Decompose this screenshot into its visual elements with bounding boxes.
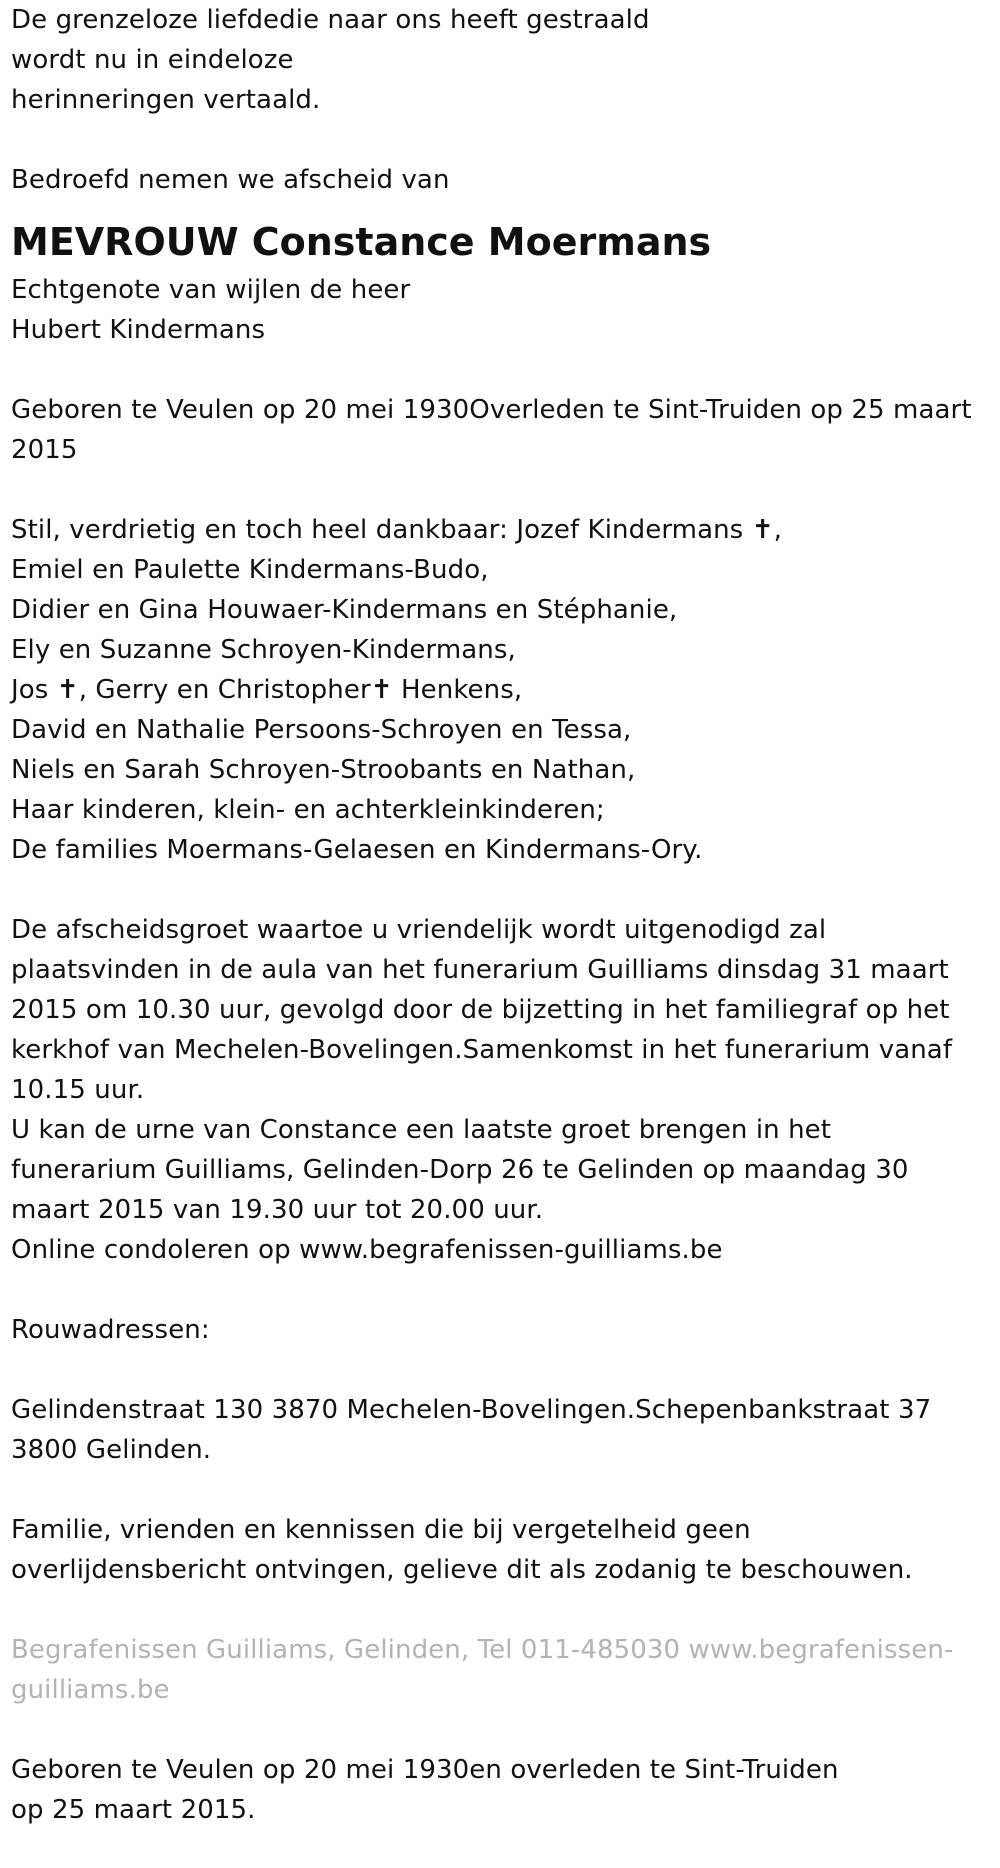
birth-death-line: Geboren te Veulen op 20 mei 1930Overleden te Sint-Truiden op 25 maart bbox=[11, 395, 972, 425]
ceremony-line: De afscheidsgroet waartoe u vriendelijk wordt uitgenodigd zal bbox=[11, 915, 827, 945]
closing-line: Geboren te Veulen op 20 mei 1930en overleden te Sint-Truiden bbox=[11, 1755, 839, 1785]
ceremony-line: 2015 om 10.30 uur, gevolgd door de bijzetting in het familiegraf op het bbox=[11, 995, 950, 1025]
birth-death-line: 2015 bbox=[11, 435, 78, 465]
address-line: 3800 Gelinden. bbox=[11, 1435, 212, 1465]
poem bbox=[11, 0, 996, 120]
family-line-text: Jos bbox=[11, 675, 57, 705]
ceremony-info bbox=[11, 910, 996, 1270]
ceremony-line: kerkhof van Mechelen-Bovelingen.Samenkomst in het funerarium vanaf bbox=[11, 1035, 953, 1065]
spouse-line: Hubert Kindermans bbox=[11, 315, 266, 345]
spacer bbox=[11, 1350, 996, 1390]
spacer bbox=[11, 870, 996, 910]
closing-line: op 25 maart 2015. bbox=[11, 1795, 256, 1825]
spacer bbox=[11, 120, 996, 160]
family-line: Didier en Gina Houwaer-Kindermans en Stéphanie, bbox=[11, 595, 678, 625]
spacer bbox=[11, 350, 996, 390]
family-line: De families Moermans-Gelaesen en Kindermans-Ory. bbox=[11, 835, 703, 865]
notice-line: overlijdensbericht ontvingen, gelieve dit als zodanig te beschouwen. bbox=[11, 1555, 913, 1585]
notice-line: Familie, vrienden en kennissen die bij vergetelheid geen bbox=[11, 1515, 751, 1545]
cross-icon: ✝ bbox=[370, 675, 393, 705]
family-line-suffix: , bbox=[773, 515, 782, 545]
ceremony-line: plaatsvinden in de aula van het funerarium Guilliams dinsdag 31 maart bbox=[11, 955, 949, 985]
funeral-home-line: guilliams.be bbox=[11, 1675, 170, 1705]
spacer bbox=[11, 1710, 996, 1750]
deceased-name: MEVROUW Constance Moermans bbox=[11, 220, 712, 264]
cross-icon: ✝ bbox=[751, 515, 774, 545]
family-line bbox=[11, 670, 996, 710]
spacer bbox=[11, 470, 996, 510]
family-line: Ely en Suzanne Schroyen-Kindermans, bbox=[11, 635, 516, 665]
spacer bbox=[11, 1270, 996, 1310]
funeral-home-info bbox=[11, 1630, 996, 1710]
intro-text: Bedroefd nemen we afscheid van bbox=[11, 165, 450, 195]
spouse-info bbox=[11, 270, 996, 350]
family-line-text: Stil, verdrietig en toch heel dankbaar: Jozef Kindermans bbox=[11, 515, 752, 545]
family-line: David en Nathalie Persoons-Schroyen en Tessa, bbox=[11, 715, 632, 745]
poem-line: herinneringen vertaald. bbox=[11, 85, 321, 115]
address-line: Gelindenstraat 130 3870 Mechelen-Bovelingen.Schepenbankstraat 37 bbox=[11, 1395, 932, 1425]
obituary-page bbox=[11, 0, 996, 1830]
family-line: Emiel en Paulette Kindermans-Budo, bbox=[11, 555, 489, 585]
family-list bbox=[11, 510, 996, 870]
ceremony-line: funerarium Guilliams, Gelinden-Dorp 26 te Gelinden op maandag 30 bbox=[11, 1155, 909, 1185]
ceremony-line: maart 2015 van 19.30 uur tot 20.00 uur. bbox=[11, 1195, 544, 1225]
poem-line: De grenzeloze liefdedie naar ons heeft gestraald bbox=[11, 5, 650, 35]
poem-line: wordt nu in eindeloze bbox=[11, 45, 294, 75]
spouse-line: Echtgenote van wijlen de heer bbox=[11, 275, 411, 305]
addresses bbox=[11, 1390, 996, 1470]
cross-icon: ✝ bbox=[56, 675, 79, 705]
notice bbox=[11, 1510, 996, 1590]
closing-info bbox=[11, 1750, 996, 1830]
family-line bbox=[11, 510, 996, 550]
ceremony-line: U kan de urne van Constance een laatste groet brengen in het bbox=[11, 1115, 832, 1145]
ceremony-line: Online condoleren op www.begrafenissen-guilliams.be bbox=[11, 1235, 723, 1265]
funeral-home-line: Begrafenissen Guilliams, Gelinden, Tel 011-485030 www.begrafenissen- bbox=[11, 1635, 954, 1665]
spacer bbox=[11, 1470, 996, 1510]
ceremony-line: 10.15 uur. bbox=[11, 1075, 145, 1105]
family-line-text: , Gerry en Christopher bbox=[78, 675, 371, 705]
addresses-heading: Rouwadressen: bbox=[11, 1315, 210, 1345]
spacer bbox=[11, 1590, 996, 1630]
birth-death-info bbox=[11, 390, 996, 470]
family-line: Haar kinderen, klein- en achterkleinkinderen; bbox=[11, 795, 605, 825]
family-line: Niels en Sarah Schroyen-Stroobants en Nathan, bbox=[11, 755, 636, 785]
family-line-text: Henkens, bbox=[392, 675, 523, 705]
